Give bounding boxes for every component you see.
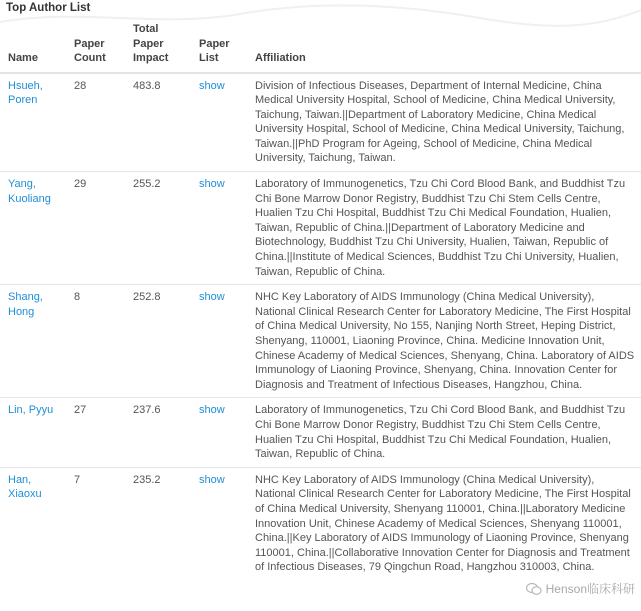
author-name-cell (0, 467, 70, 580)
paper-impact-cell: 252.8 (129, 285, 195, 398)
show-link[interactable]: show (199, 178, 225, 191)
author-name-link[interactable]: Hsueh, Poren (8, 79, 43, 107)
show-link[interactable]: show (199, 404, 225, 417)
show-link[interactable]: show (199, 473, 225, 486)
paper-impact-cell: 255.2 (129, 172, 195, 285)
paper-count-cell: 29 (70, 172, 129, 285)
paper-list-cell (195, 73, 251, 172)
col-header-name: Name (0, 20, 70, 73)
table-row (0, 285, 641, 398)
affiliation-cell: Division of Infectious Diseases, Department of Internal Medicine, China Medical University Hospital, School of Medicine, China Medical University, Taichung, Taiwan.||Department of Laboratory Medicine, China Medical University Hospital, School of Medicine, China Medical University, Taichung, Taiwan.||PhD Program for Ageing, School of Medicine, China Medical University, Taichung, Taiwan. (251, 73, 641, 172)
author-name-cell (0, 172, 70, 285)
paper-list-cell (195, 398, 251, 467)
show-link[interactable]: show (199, 291, 225, 304)
author-name-cell (0, 73, 70, 172)
paper-list-cell (195, 467, 251, 580)
paper-list-cell (195, 172, 251, 285)
paper-impact-cell: 235.2 (129, 467, 195, 580)
author-name-link[interactable]: Yang, Kuoliang (8, 178, 51, 205)
paper-count-cell: 8 (70, 285, 129, 398)
affiliation-cell: NHC Key Laboratory of AIDS Immunology (China Medical University), National Clinical Research Center for Laboratory Medicine, The First Hospital of China Medical University, Shenyang 110001, China.||Laboratory Medicine Innovation Unit, Chinese Academy of Medical Sciences, Shenyang 110001, China.||Key Laboratory of AIDS Immunology of Liaoning Province, Shenyang 110001, China.||Collaborative Innovation Center for Diagnosis and Treatment of Infectious Diseases, 79 Qingchun Road, Hangzhou 310003, China. (251, 467, 641, 580)
table-row (0, 398, 641, 467)
col-header-affiliation: Affiliation (251, 20, 641, 73)
affiliation-cell: NHC Key Laboratory of AIDS Immunology (China Medical University), National Clinical Research Center for Laboratory Medicine, The First Hospital of China Medical University, No 155, Nanjing North Street, Heping District, Shenyang, 110001, Liaoning Province, China. Medicine Innovation Unit, Chinese Academy of Medical Sciences, Shenyang, China. Laboratory of AIDS Immunology of Liaoning Province, Shenyang, China. Innovation Center for Diagnosis and Treatment of Infectious Diseases, Hangzhou, China. (251, 285, 641, 398)
paper-impact-cell: 237.6 (129, 398, 195, 467)
affiliation-cell: Laboratory of Immunogenetics, Tzu Chi Cord Blood Bank, and Buddhist Tzu Chi Bone Marrow Donor Registry, Buddhist Tzu Chi Stem Cells Centre, Hualien Tzu Chi Hospital, Buddhist Tzu Chi Medical Foundation, Hualien, Taiwan, Republic of China.||Department of Laboratory Medicine and Biotechnology, Buddhist Tzu Chi University, Hualien, Taiwan, Republic of China.||Institute of Medical Sciences, Buddhist Tzu Chi University, Hualien, Taiwan, Republic of China. (251, 172, 641, 285)
table-row (0, 467, 641, 580)
author-name-cell (0, 285, 70, 398)
paper-impact-cell: 483.8 (129, 73, 195, 172)
paper-count-cell: 27 (70, 398, 129, 467)
author-name-link[interactable]: Shang, Hong (8, 291, 43, 318)
paper-list-cell (195, 285, 251, 398)
wechat-icon (526, 582, 542, 596)
watermark (526, 580, 635, 597)
affiliation-cell: Laboratory of Immunogenetics, Tzu Chi Cord Blood Bank, and Buddhist Tzu Chi Bone Marrow Donor Registry, Buddhist Tzu Chi Stem Cells Centre, Hualien Tzu Chi Hospital, Buddhist Tzu Chi Medical Foundation, Hualien, Taiwan, Republic of China. (251, 398, 641, 467)
author-name-link[interactable]: Lin, Pyyu (8, 404, 54, 417)
author-table (0, 20, 641, 580)
show-link[interactable]: show (199, 79, 225, 92)
paper-count-cell: 28 (70, 73, 129, 172)
table-row (0, 73, 641, 172)
watermark-text: Henson临床科研 (545, 582, 635, 596)
author-name-link[interactable]: Han, Xiaoxu (8, 473, 42, 501)
table-row (0, 172, 641, 285)
author-name-cell (0, 398, 70, 467)
paper-count-cell: 7 (70, 467, 129, 580)
table-header-row (0, 20, 641, 73)
col-header-paper-count: Paper Count (70, 20, 129, 73)
page-title: Top Author List (6, 2, 91, 14)
col-header-paper-list: Paper List (195, 20, 251, 73)
col-header-total-paper-impact: Total Paper Impact (129, 20, 195, 73)
